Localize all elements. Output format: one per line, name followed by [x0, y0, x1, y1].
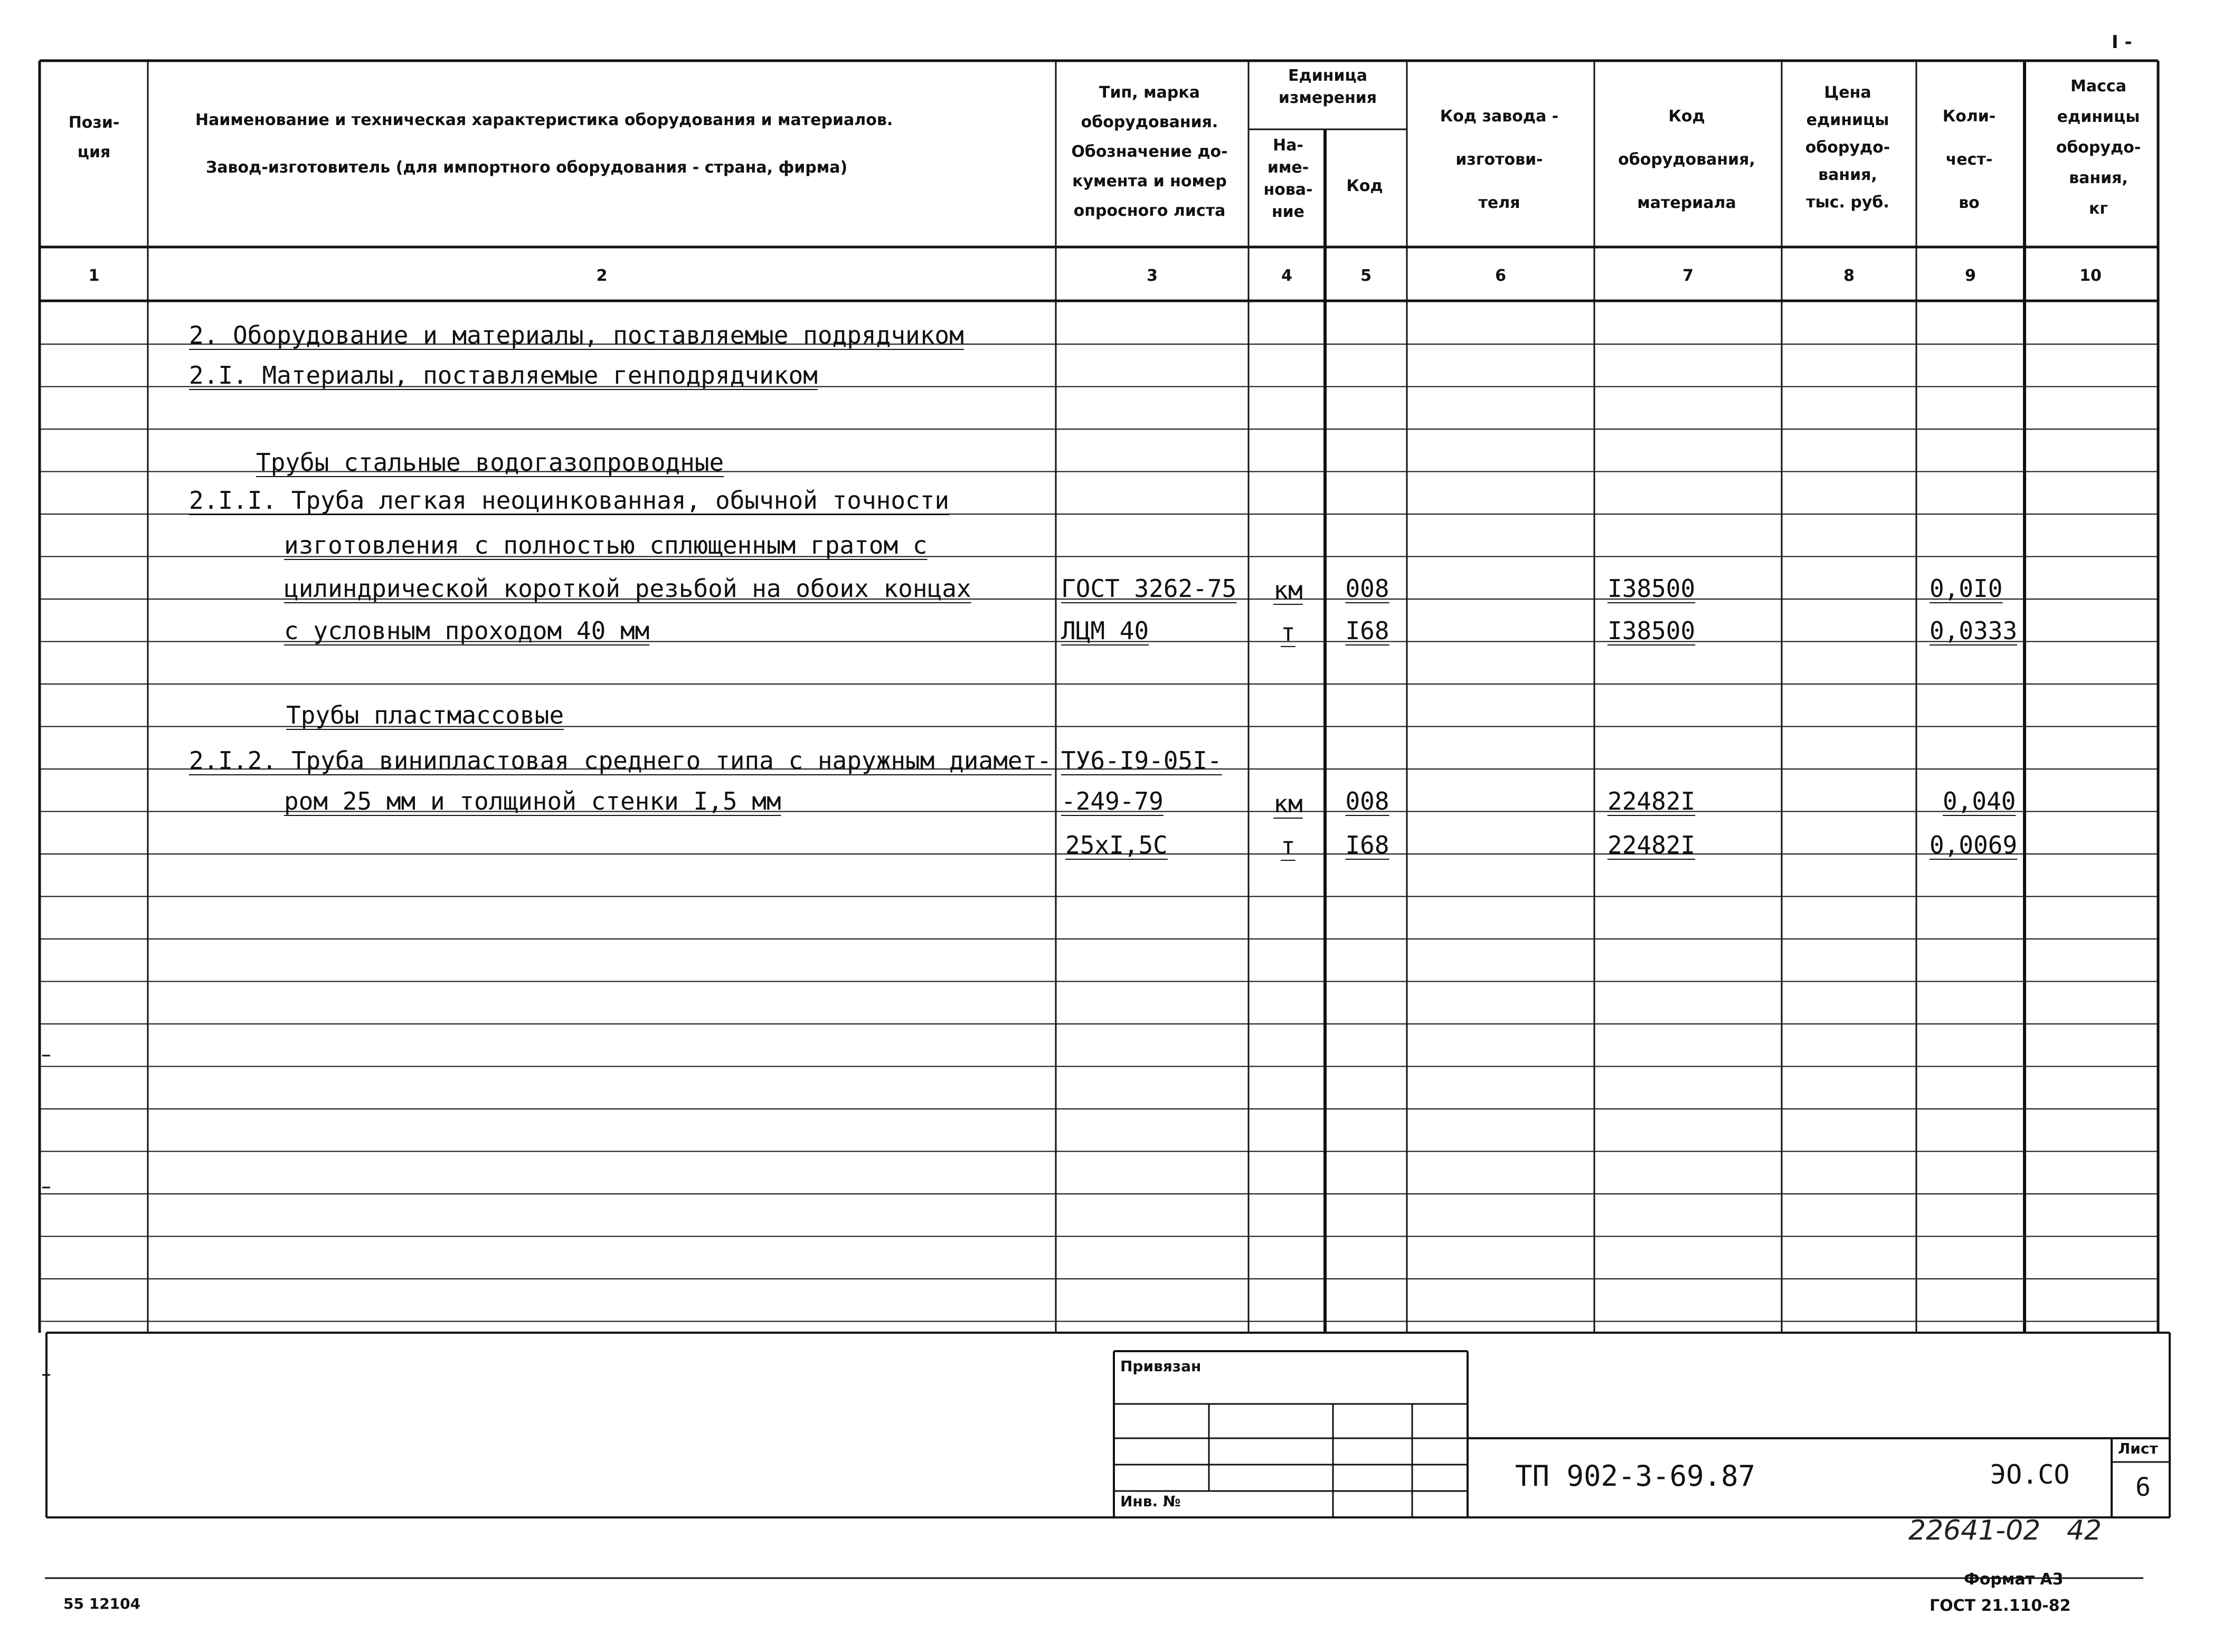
row-group-plastic-pipes: Трубы пластмассовые: [286, 701, 564, 729]
unit-code-cell: I68: [1345, 616, 1389, 645]
unit-cell: км: [1273, 790, 1303, 818]
header-quantity: Коли- чест- во: [1942, 107, 1996, 212]
document-mark: ЭО.СО: [1990, 1459, 2070, 1490]
type-cell: ЛЦМ 40: [1061, 616, 1149, 645]
header-name-line2: Завод-изготовитель (для импортного оборудования - страна, фирма): [206, 158, 848, 177]
header-type: Тип, марка оборудования. Обозначение до- кумента и номер опросного листа: [1071, 83, 1228, 220]
unit-cell: км: [1273, 576, 1303, 604]
col-number-9: 9: [1965, 267, 1976, 285]
header-position: Пози- ция: [68, 113, 120, 162]
footer-code: 55 12104: [63, 1595, 141, 1612]
header-material-code: Код оборудования, материала: [1618, 107, 1755, 212]
header-unit-code: Код: [1346, 177, 1383, 195]
unit-cell: т: [1281, 832, 1295, 860]
col-number-6: 6: [1495, 267, 1506, 285]
header-name-line1: Наименование и техническая характеристика оборудования и материалов.: [195, 111, 893, 129]
footer-gost: ГОСТ 21.110-82: [1930, 1597, 2071, 1615]
document-code: ТП 902-3-69.87: [1515, 1459, 1756, 1493]
type-cell: ГОСТ 3262-75: [1061, 574, 1237, 603]
header-price: Цена единицы оборудо- вания, тыс. руб.: [1805, 83, 1890, 212]
quantity-cell: 0,0333: [1930, 616, 2018, 645]
row-group-steel-pipes: Трубы стальные водогазопроводные: [256, 448, 724, 477]
row-item-2-1-1-line1: 2.I.I. Труба легкая неоцинкованная, обычной точности: [189, 486, 950, 515]
col-number-10: 10: [2079, 267, 2102, 285]
type-cell: ТУ6-I9-05I-: [1061, 746, 1222, 775]
corner-mark: I -: [2112, 32, 2132, 53]
stamp-privyazan: Привязан: [1120, 1357, 1202, 1375]
material-code-cell: 22482I: [1607, 787, 1696, 815]
material-code-cell: I38500: [1607, 616, 1696, 645]
type-cell: -249-79: [1061, 787, 1164, 815]
row-item-2-1-1-line4: с условным проходом 40 мм: [284, 616, 650, 645]
header-factory-code: Код завода - изготови- теля: [1440, 107, 1559, 212]
sheet-number: 6: [2135, 1473, 2151, 1502]
quantity-cell: 0,0I0: [1930, 574, 2003, 603]
row-section-2-1: 2.I. Материалы, поставляемые генподрядчиком: [189, 361, 818, 390]
unit-code-cell: I68: [1345, 831, 1389, 859]
material-code-cell: I38500: [1607, 574, 1696, 603]
col-number-5: 5: [1360, 267, 1372, 285]
sheet-label: Лист: [2118, 1440, 2158, 1457]
header-unit-group: Единица измерения: [1278, 67, 1377, 107]
header-mass: Масса единицы оборудо- вания, кг: [2056, 77, 2141, 218]
row-item-2-1-1-line3: цилиндрической короткой резьбой на обоих концах: [284, 574, 971, 603]
col-number-3: 3: [1147, 267, 1158, 285]
col-number-2: 2: [596, 267, 608, 285]
col-number-1: 1: [88, 267, 100, 285]
unit-cell: т: [1281, 618, 1295, 647]
row-item-2-1-2-line1: 2.I.2. Труба винипластовая среднего типа с наружным диамет-: [189, 746, 1052, 775]
material-code-cell: 22482I: [1607, 831, 1696, 859]
unit-code-cell: 008: [1345, 787, 1389, 815]
handwritten-inventory-number: 22641-02 42: [1908, 1515, 2102, 1546]
type-cell: 25xI,5С: [1065, 831, 1168, 859]
col-number-8: 8: [1843, 267, 1855, 285]
col-number-4: 4: [1281, 267, 1292, 285]
row-section-2: 2. Оборудование и материалы, поставляемые подрядчиком: [189, 321, 964, 349]
row-item-2-1-1-line2: изготовления с полностью сплющенным гратом с: [284, 531, 928, 559]
row-item-2-1-2-line2: ром 25 мм и толщиной стенки I,5 мм: [284, 787, 781, 815]
unit-code-cell: 008: [1345, 574, 1389, 603]
quantity-cell: 0,0069: [1930, 831, 2018, 859]
footer-format: Формат А3: [1964, 1570, 2064, 1589]
col-number-7: 7: [1682, 267, 1694, 285]
stamp-inv-number: Инв. №: [1120, 1493, 1181, 1510]
header-unit-name: На- име- нова- ние: [1263, 136, 1313, 221]
quantity-cell: 0,040: [1943, 787, 2016, 815]
